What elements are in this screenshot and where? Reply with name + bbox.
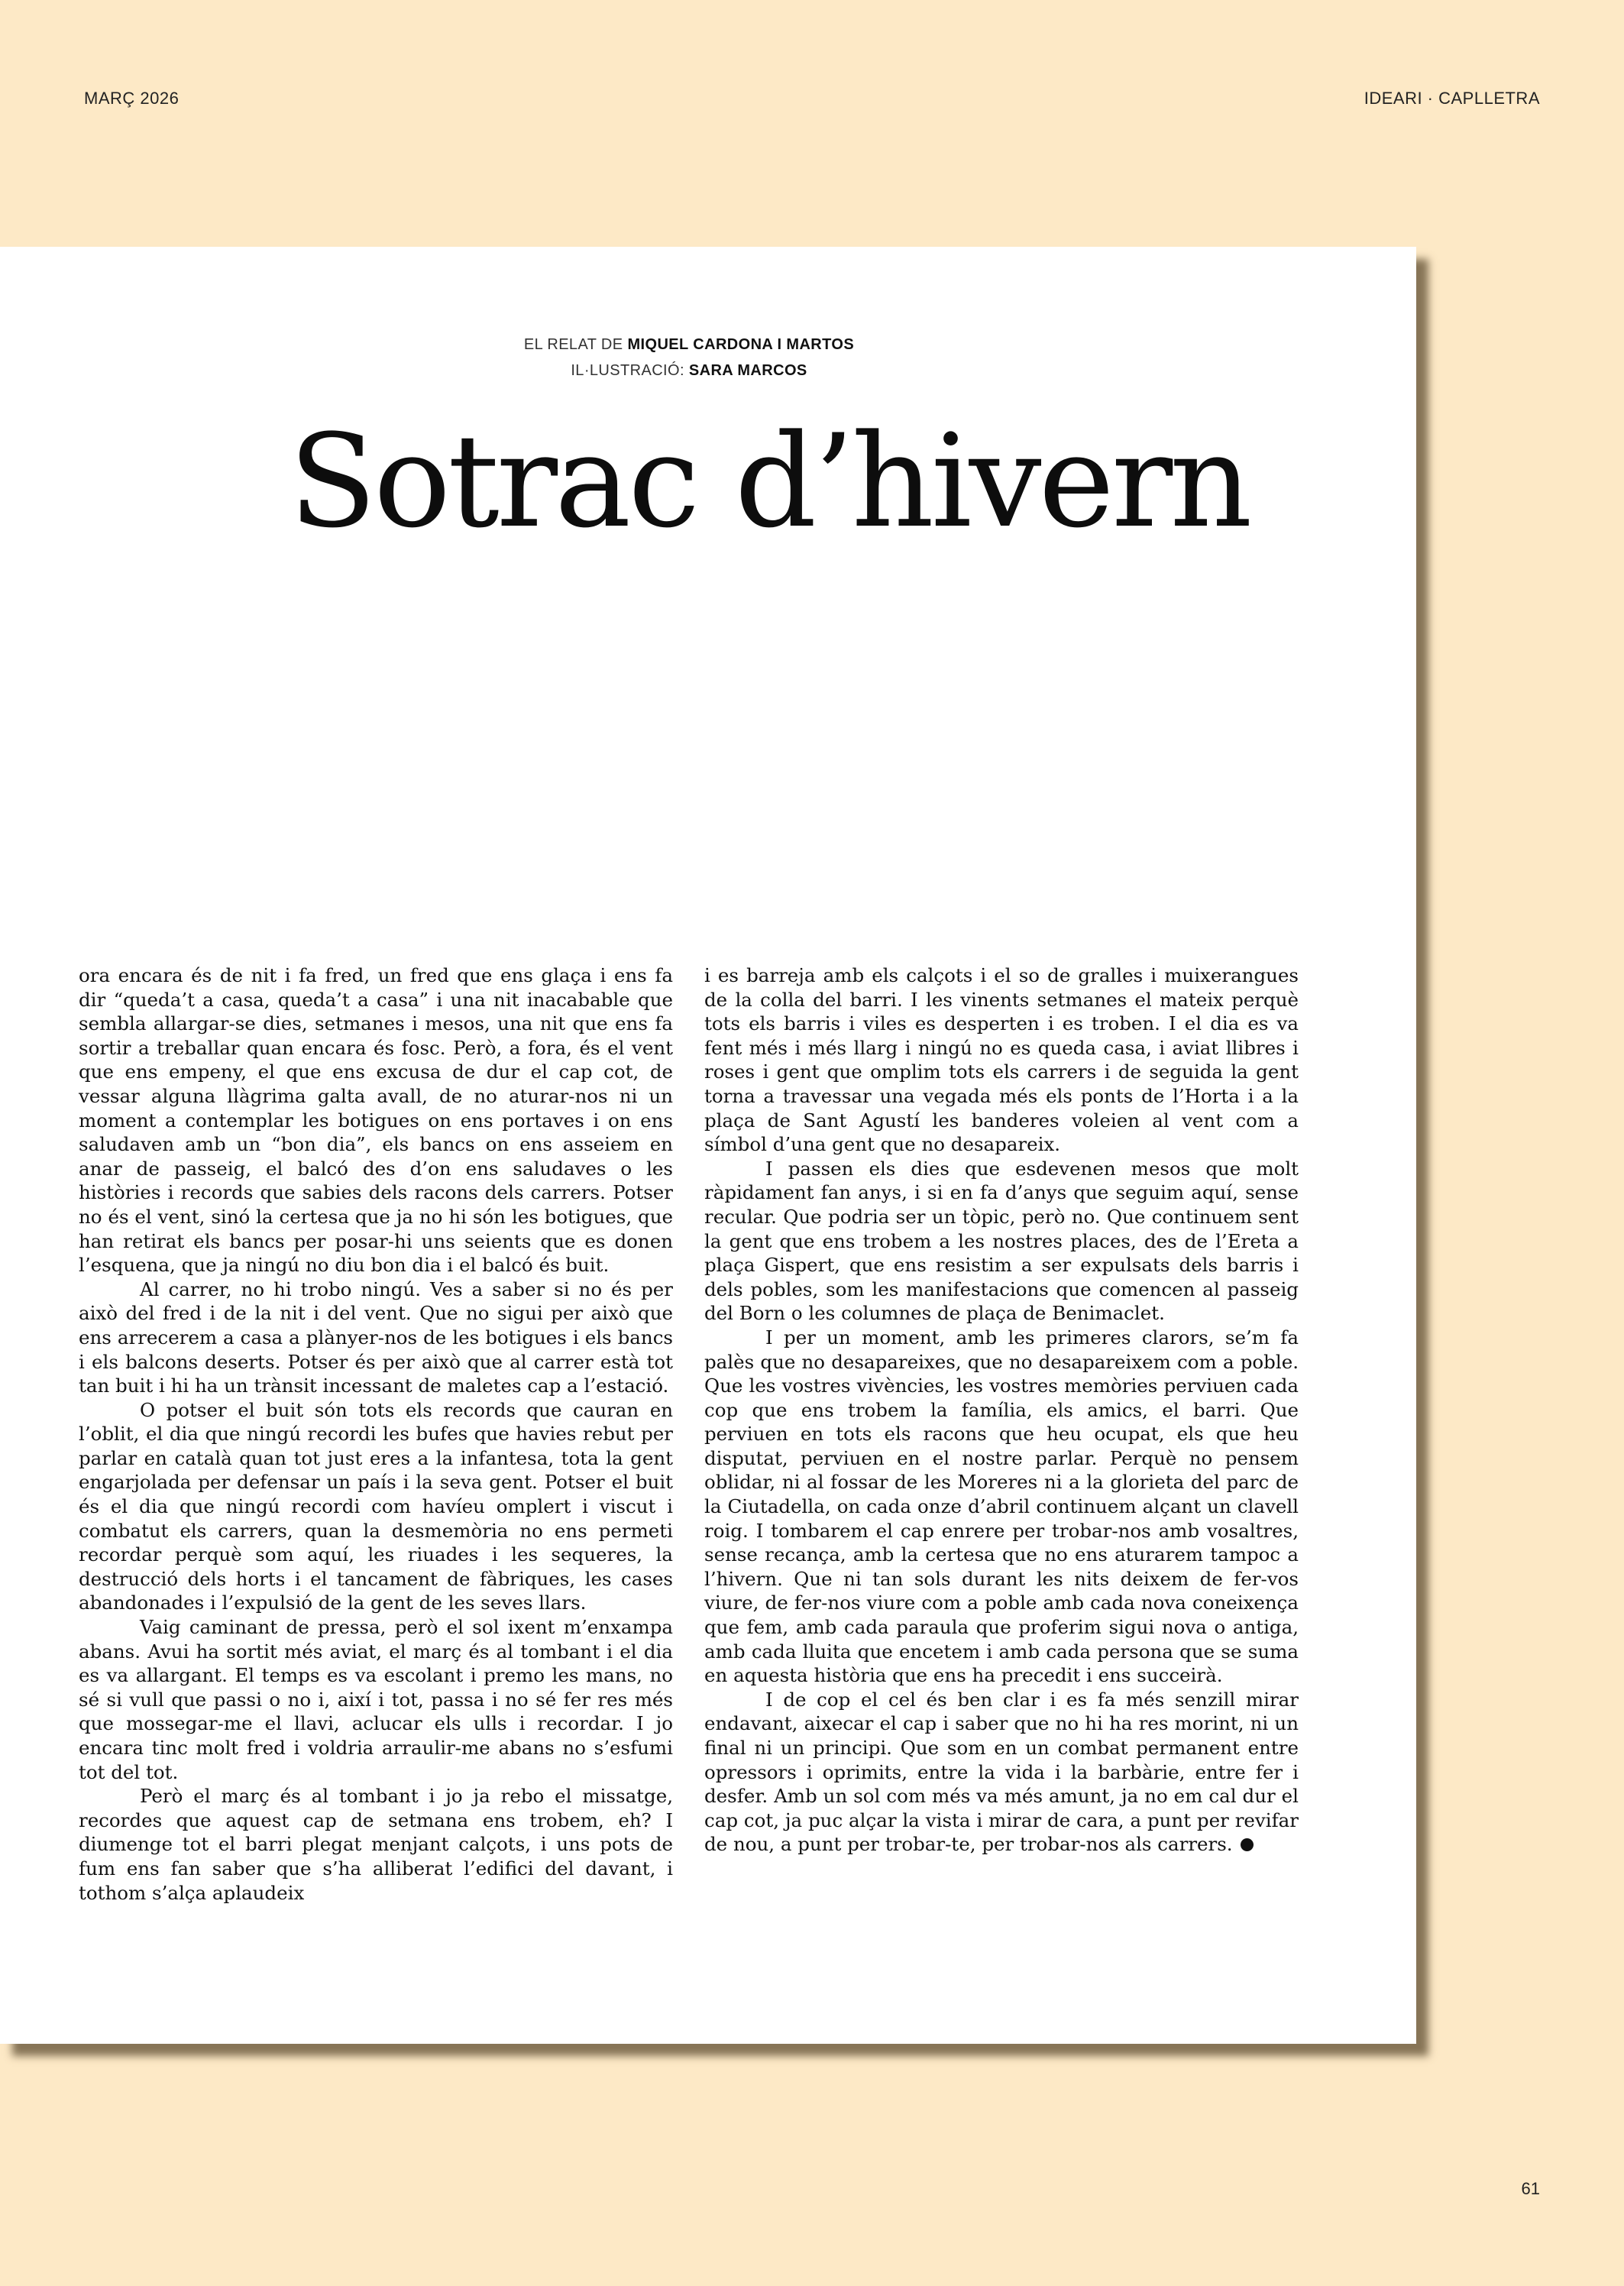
author-prefix: EL RELAT DE: [523, 336, 623, 353]
author-line: [0, 332, 1378, 358]
paragraph: i es barreja amb els calçots i el so de gralles i muixerangues de la colla del barri. I les vinents setmanes el mateix perquè tots els barris i viles es desperten i es troben. I el dia es va fent més i més llarg i ningú no es queda casa, i aviat llibres i roses i gent que omplim tots els carrers i de seguida la gent torna a travessar una vegada més els ponts de l’Horta i a la plaça de Sant Agustí les banderes voleien al vent com a símbol d’una gent que no desapareix.: [704, 964, 1299, 1156]
paragraph: I per un moment, amb les primeres clarors, se’m fa palès que no desapareixes, que no desapareixem com a poble. Que les vostres vivències, les vostres memòries perviuen cada cop que ens trobem la família, els amics, el barri. Que perviuen en tots els racons que heu ocupat, els que heu disputat, perviuen en el nostre parlar. Perquè no pensem oblidar, ni al fossar de les Moreres ni a la glorieta del parc de la Ciutadella, on cada onze d’abril continuem alçant un clavell roig. I tombarem el cap enrere per trobar-nos amb vosaltres, sense recança, amb la certesa que no ens aturarem tampoc a l’hivern. Que ni tan sols durant les nits deixem de fer-vos viure, de fer-nos viure com a poble amb cada nova coneixença que fem, amb cada paraula que proferim sigui nova o antiga, amb cada lluita que encetem i amb cada persona que se suma en aquesta història que ens ha precedit i ens succeirà.: [704, 1326, 1299, 1687]
paragraph: ora encara és de nit i fa fred, un fred que ens glaça i ens fa dir “queda’t a casa, queda’t a casa” i una nit inacabable que sembla allargar-se dies, setmanes i mesos, una nit que ens fa sortir a treballar quan encara és fosc. Però, a fora, és el vent que ens empeny, el que ens excusa de dur el cap cot, de vessar alguna llàgrima galta avall, de no aturar-nos ni un moment a contemplar les botigues on ens portaves i on ens saludaven amb un “bon dia”, els bancs on ens asseiem en anar de passeig, el balcó des d’on ens saludaves o les històries i records que sabies dels racons dels carrers. Potser no és el vent, sinó la certesa que ja no hi són les botigues, que han retirat els bancs per posar-hi uns seients que es donen l’esquena, que ja ningú no diu bon dia i el balcó és buit.: [79, 964, 673, 1277]
illustrator-line: [0, 358, 1378, 384]
paragraph: Vaig caminant de pressa, però el sol ixent m’enxampa abans. Avui ha sortit més aviat, el març és al tombant i el dia es va allargant. El temps es va escolant i premo les mans, no sé si vull que passi o no i, així i tot, passa i no sé fer res més que mossegar-me el llavi, aclucar els ulls i recordar. I jo encara tinc molt fred i voldria arraulir-me abans no s’esfumi tot del tot.: [79, 1616, 673, 1783]
author-name: MIQUEL CARDONA I MARTOS: [627, 336, 855, 353]
paragraph-text: I de cop el cel és ben clar i es fa més senzill mirar endavant, aixecar el cap i saber que no hi ha res morint, ni un final ni un principi. Que som en un combat permanent entre opressors i oprimits, entre la vida i la barbàrie, entre fer i desfer. Amb un sol com més va més amunt, ja no em cal dur el cap cot, ja puc alçar la vista i mirar de cara, a punt per revifar de nou, a punt per trobar-te, per trobar-nos als carrers.: [704, 1688, 1299, 1856]
paragraph: [704, 1688, 1299, 1857]
article-title: Sotrac d’hivern: [289, 406, 1250, 556]
paragraph: O potser el buit són tots els records que cauran en l’oblit, el dia que ningú recordi les bufes que havies rebut per parlar en català quan tot just eres a la infantesa, tota la gent engarjolada per defensar un país i la seva gent. Potser el buit és el dia que ningú recordi com havíeu omplert i viscut i combatut els carrers, quan la desmemòria no ens permeti recordar perquè som aquí, les riuades i les sequeres, la destrucció dels horts i el tancament de fàbriques, les cases abandonades i l’expulsió de la gent de les seves llars.: [79, 1398, 673, 1614]
issue-date: MARÇ 2026: [84, 89, 180, 108]
end-mark-icon: [1241, 1838, 1254, 1851]
illustrator-name: SARA MARCOS: [688, 362, 807, 379]
article-column-right: [704, 963, 1299, 1857]
page-number: 61: [1521, 2179, 1540, 2198]
paragraph: I passen els dies que esdevenen mesos que molt ràpidament fan anys, i si en fa d’anys que seguim aquí, sense recular. Que podria ser un tòpic, però no. Que continuem sent la gent que ens trobem a les nostres places, des de l’Ereta a plaça Gispert, que ens resistim a ser expulsats dels barris i dels pobles, som les manifestacions que comencen al passeig del Born o les columnes de plaça de Benimaclet.: [704, 1157, 1299, 1325]
article-page: [0, 247, 1416, 2044]
section-name: IDEARI · CAPLLETRA: [1364, 89, 1540, 108]
article-column-left: [79, 963, 673, 1905]
illustrator-prefix: IL·LUSTRACIÓ:: [571, 362, 684, 379]
paragraph: Però el març és al tombant i jo ja rebo el missatge, recordes que aquest cap de setmana ens trobem, eh? I diumenge tot el barri plegat menjant calçots, i uns pots de fum ens fan saber que s’ha alliberat l’edifici del davant, i tothom s’alça aplaudeix: [79, 1785, 673, 1904]
credits: [0, 332, 1378, 384]
paragraph: Al carrer, no hi trobo ningú. Ves a saber si no és per això del fred i de la nit i del vent. Que no sigui per això que ens arrecerem a casa a plànyer-nos de les botigues i els bancs i els balcons deserts. Potser és per això que al carrer està tot tan buit i hi ha un trànsit incessant de maletes cap a l’estació.: [79, 1277, 673, 1397]
